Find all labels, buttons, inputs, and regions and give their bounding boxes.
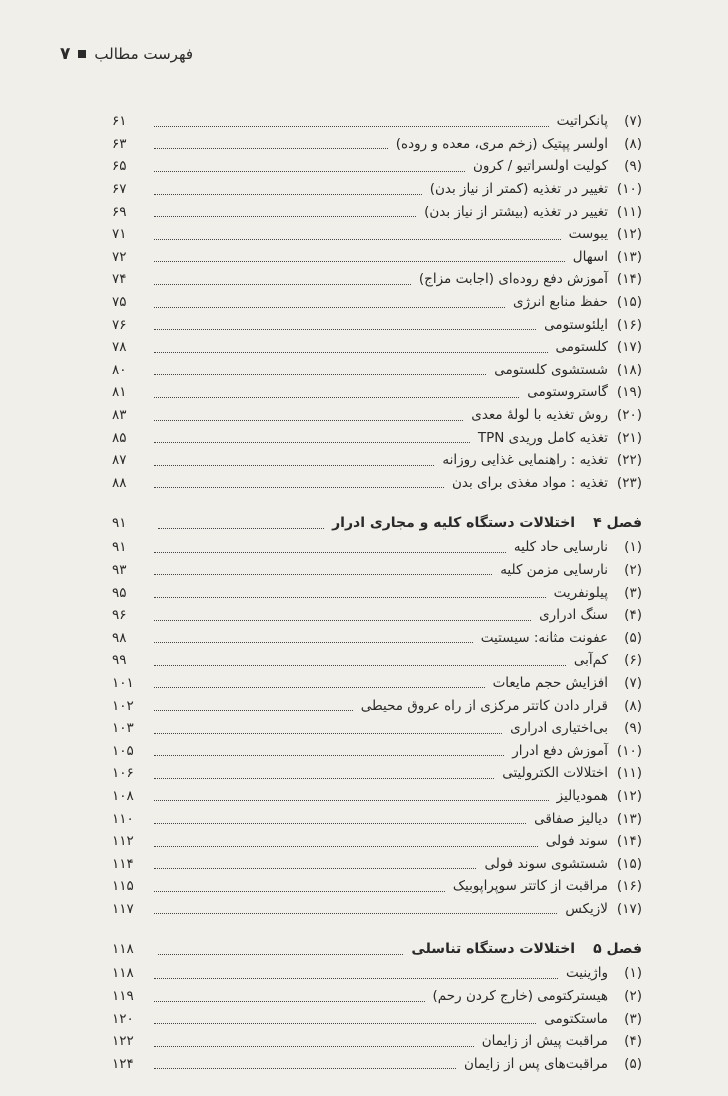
entry-number: (۱۴) [616, 271, 642, 288]
entry-number: (۱۳) [616, 810, 642, 827]
entry-page: ۱۰۸ [112, 787, 134, 804]
chapter-page: ۹۱ [112, 515, 127, 532]
dot-leader [154, 1036, 474, 1047]
entry-title: یبوست [568, 226, 608, 243]
dot-leader [154, 206, 416, 217]
toc-entry[interactable] [112, 268, 642, 291]
toc-entry[interactable] [112, 359, 642, 382]
entry-page: ۷۲ [112, 248, 127, 265]
entry-page: ۱۱۸ [112, 965, 134, 982]
toc-entry[interactable] [112, 830, 642, 853]
entry-number: (۱) [624, 965, 642, 982]
toc-entry[interactable] [112, 246, 642, 269]
dot-leader [154, 723, 502, 734]
section-a-list [112, 110, 642, 494]
entry-number: (۱۶) [616, 316, 642, 333]
entry-page: ۸۳ [112, 407, 127, 424]
entry-title: تغذیه کامل وریدی TPN [477, 429, 608, 446]
entry-title: تغذیه : راهنمایی غذایی روزانه [442, 452, 608, 469]
entry-number: (۵) [624, 1055, 642, 1072]
entry-title: قرار دادن کاتتر مرکزی از راه عروق محیطی [360, 697, 608, 714]
entry-title: آموزش دفع ادرار [512, 742, 608, 759]
dot-leader [154, 229, 561, 240]
toc-entry[interactable] [112, 200, 642, 223]
dot-leader [154, 790, 549, 801]
toc-entry[interactable] [112, 536, 642, 559]
entry-title: سوند فولی [545, 833, 608, 850]
entry-title: کولیت اولسراتیو / کرون [472, 158, 608, 175]
entry-number: (۲) [624, 988, 642, 1005]
dot-leader [154, 564, 492, 575]
dot-leader [154, 161, 465, 172]
entry-title: روش تغذیه با لولهٔ معدی [471, 407, 608, 424]
toc-entry[interactable] [112, 313, 642, 336]
toc-entry[interactable] [112, 426, 642, 449]
dot-leader [154, 768, 494, 779]
entry-title: واژینیت [566, 965, 608, 982]
entry-title: سنگ ادراری [539, 607, 608, 624]
chapter-5-list [112, 962, 642, 1075]
toc-entry[interactable] [112, 875, 642, 898]
chapter-page: ۱۱۸ [112, 941, 134, 958]
dot-leader [154, 881, 445, 892]
entry-page: ۱۰۳ [112, 720, 134, 737]
entry-number: (۱۷) [616, 900, 642, 917]
entry-number: (۱۱) [616, 203, 642, 220]
entry-title: افزایش حجم مایعات [492, 674, 608, 691]
dot-leader [154, 1013, 536, 1024]
toc-entry[interactable] [112, 381, 642, 404]
entry-number: (۱۶) [616, 878, 642, 895]
page-header [60, 44, 198, 64]
dot-leader [154, 677, 485, 688]
entry-number: (۳) [624, 1010, 642, 1027]
entry-page: ۸۷ [112, 452, 127, 469]
toc-entry[interactable] [112, 762, 642, 785]
dot-leader [154, 991, 425, 1002]
entry-number: (۸) [624, 697, 642, 714]
dot-leader [154, 542, 506, 553]
toc-entry[interactable] [112, 133, 642, 156]
dot-leader [154, 836, 538, 847]
dot-leader [154, 477, 444, 488]
entry-number: (۶) [624, 652, 642, 669]
toc-entry[interactable] [112, 852, 642, 875]
entry-title: پیلونفریت [553, 584, 608, 601]
entry-number: (۲) [624, 561, 642, 578]
entry-page: ۹۹ [112, 652, 127, 669]
entry-title: مراقبت‌های پس از زایمان [464, 1055, 608, 1072]
toc-entry[interactable] [112, 898, 642, 921]
entry-number: (۱۱) [616, 765, 642, 782]
entry-page: ۸۱ [112, 384, 127, 401]
dot-leader [154, 319, 536, 330]
entry-title: ایلئوستومی [544, 316, 608, 333]
entry-page: ۷۵ [112, 294, 127, 311]
dot-leader [154, 745, 504, 756]
entry-page: ۱۱۷ [112, 900, 134, 917]
entry-title: شستشوی کلستومی [494, 361, 608, 378]
entry-number: (۲۰) [616, 407, 642, 424]
toc-entry[interactable] [112, 449, 642, 472]
dot-leader [154, 813, 526, 824]
toc-entry[interactable] [112, 581, 642, 604]
chapter-4-heading[interactable] [112, 510, 642, 536]
table-of-contents [112, 110, 642, 1075]
entry-page: ۹۸ [112, 629, 127, 646]
toc-entry[interactable] [112, 985, 642, 1008]
entry-number: (۱۰) [616, 742, 642, 759]
entry-page: ۱۱۹ [112, 988, 134, 1005]
dot-leader [154, 116, 549, 127]
entry-number: (۳) [624, 584, 642, 601]
entry-title: لازیکس [565, 900, 608, 917]
entry-page: ۶۹ [112, 203, 127, 220]
dot-leader [154, 1058, 456, 1069]
toc-entry[interactable] [112, 807, 642, 830]
toc-entry[interactable] [112, 1030, 642, 1053]
entry-title: تغذیه : مواد مغذی برای بدن [451, 474, 608, 491]
entry-page: ۱۰۶ [112, 765, 134, 782]
entry-page: ۷۴ [112, 271, 127, 288]
entry-page: ۱۱۰ [112, 810, 134, 827]
entry-number: (۱۰) [616, 181, 642, 198]
dot-leader [154, 432, 470, 443]
toc-entry[interactable] [112, 672, 642, 695]
dot-leader [154, 610, 531, 621]
entry-page: ۱۱۴ [112, 855, 134, 872]
entry-number: (۴) [624, 607, 642, 624]
toc-entry[interactable] [112, 785, 642, 808]
toc-entry[interactable] [112, 649, 642, 672]
entry-page: ۶۷ [112, 181, 127, 198]
entry-number: (۸) [624, 135, 642, 152]
entry-title: مراقبت از کاتتر سوپراپوبیک [452, 878, 608, 895]
dot-leader [154, 297, 505, 308]
toc-entry[interactable] [112, 223, 642, 246]
toc-entry[interactable] [112, 559, 642, 582]
entry-title: اختلالات الکترولیتی [502, 765, 608, 782]
entry-page: ۷۸ [112, 339, 127, 356]
dot-leader [154, 410, 463, 421]
entry-page: ۱۰۱ [112, 674, 134, 691]
toc-entry[interactable] [112, 178, 642, 201]
entry-number: (۱۴) [616, 833, 642, 850]
entry-title: آموزش دفع روده‌ای (اجابت مزاج) [418, 271, 608, 288]
entry-page: ۱۰۲ [112, 697, 134, 714]
entry-page: ۱۱۵ [112, 878, 134, 895]
entry-page: ۶۱ [112, 113, 127, 130]
toc-entry[interactable] [112, 155, 642, 178]
entry-number: (۱۵) [616, 855, 642, 872]
entry-number: (۱۷) [616, 339, 642, 356]
entry-title: ماستکتومی [544, 1010, 608, 1027]
entry-page: ۱۱۲ [112, 833, 134, 850]
entry-number: (۲۲) [616, 452, 642, 469]
entry-title: کلستومی [555, 339, 608, 356]
entry-number: (۹) [624, 720, 642, 737]
entry-number: (۱) [624, 539, 642, 556]
toc-entry[interactable] [112, 604, 642, 627]
chapter-title: اختلالات دستگاه کلیه و مجاری ادرار [332, 515, 576, 532]
chapter-label: فصل ۴ [593, 515, 642, 532]
entry-title: همودیالیز [556, 787, 608, 804]
square-bullet-icon [78, 50, 86, 58]
dot-leader [158, 518, 324, 529]
dot-leader [154, 700, 353, 711]
chapter-5-heading[interactable] [112, 936, 642, 962]
entry-number: (۲۱) [616, 429, 642, 446]
entry-title: اولسر پپتیک (زخم مری، معده و روده) [395, 135, 608, 152]
entry-title: حفظ منابع انرژی [513, 294, 608, 311]
entry-number: (۱۲) [616, 226, 642, 243]
entry-number: (۷) [624, 113, 642, 130]
toc-entry[interactable] [112, 336, 642, 359]
entry-title: تغییر در تغذیه (کمتر از نیاز بدن) [429, 181, 608, 198]
toc-entry[interactable] [112, 717, 642, 740]
entry-title: تغییر در تغذیه (بیشتر از نیاز بدن) [424, 203, 608, 220]
entry-title: هیسترکتومی (خارج کردن رحم) [432, 988, 608, 1005]
entry-title: دیالیز صفاقی [534, 810, 608, 827]
entry-page: ۶۵ [112, 158, 127, 175]
entry-number: (۱۳) [616, 248, 642, 265]
header-title: فهرست مطالب [94, 45, 194, 63]
dot-leader [154, 274, 411, 285]
toc-entry[interactable] [112, 694, 642, 717]
toc-entry[interactable] [112, 962, 642, 985]
entry-page: ۷۶ [112, 316, 127, 333]
chapter-4-list [112, 536, 642, 920]
dot-leader [154, 858, 476, 869]
toc-entry[interactable] [112, 291, 642, 314]
chapter-label: فصل ۵ [593, 941, 642, 958]
entry-title: شستشوی سوند فولی [484, 855, 608, 872]
entry-title: نارسایی مزمن کلیه [500, 561, 608, 578]
entry-number: (۹) [624, 158, 642, 175]
entry-title: اسهال [572, 248, 608, 265]
entry-page: ۹۳ [112, 561, 127, 578]
entry-page: ۷۱ [112, 226, 127, 243]
toc-entry[interactable] [112, 626, 642, 649]
entry-title: مراقبت پیش از زایمان [481, 1033, 608, 1050]
entry-page: ۹۱ [112, 539, 127, 556]
dot-leader [154, 387, 519, 398]
entry-number: (۷) [624, 674, 642, 691]
dot-leader [154, 655, 566, 666]
dot-leader [154, 364, 486, 375]
entry-number: (۴) [624, 1033, 642, 1050]
entry-number: (۱۸) [616, 361, 642, 378]
toc-entry[interactable] [112, 472, 642, 495]
entry-number: (۵) [624, 629, 642, 646]
entry-number: (۲۳) [616, 474, 642, 491]
entry-page: ۹۵ [112, 584, 127, 601]
entry-page: ۹۶ [112, 607, 127, 624]
entry-page: ۱۲۲ [112, 1033, 134, 1050]
toc-entry[interactable] [112, 739, 642, 762]
entry-title: گاستروستومی [527, 384, 608, 401]
dot-leader [154, 138, 388, 149]
entry-number: (۱۵) [616, 294, 642, 311]
toc-entry[interactable] [112, 404, 642, 427]
dot-leader [154, 184, 422, 195]
entry-title: بی‌اختیاری ادراری [510, 720, 608, 737]
entry-page: ۸۸ [112, 474, 127, 491]
toc-entry[interactable] [112, 1053, 642, 1076]
dot-leader [154, 251, 565, 262]
entry-title: پانکراتیت [556, 113, 608, 130]
chapter-title: اختلالات دستگاه تناسلی [411, 941, 576, 958]
dot-leader [154, 587, 546, 598]
entry-page: ۱۲۴ [112, 1055, 134, 1072]
dot-leader [154, 903, 557, 914]
entry-title: عفونت مثانه: سیستیت [480, 629, 608, 646]
entry-page: ۸۵ [112, 429, 127, 446]
entry-title: کم‌آبی [573, 652, 608, 669]
entry-number: (۱۲) [616, 787, 642, 804]
entry-page: ۸۰ [112, 361, 127, 378]
page-number: ۷ [60, 44, 71, 64]
dot-leader [154, 342, 548, 353]
dot-leader [154, 632, 473, 643]
dot-leader [158, 944, 403, 955]
entry-page: ۱۲۰ [112, 1010, 134, 1027]
dot-leader [154, 968, 558, 979]
toc-entry[interactable] [112, 110, 642, 133]
entry-number: (۱۹) [616, 384, 642, 401]
dot-leader [154, 455, 434, 466]
entry-page: ۶۳ [112, 135, 127, 152]
entry-title: نارسایی حاد کلیه [513, 539, 608, 556]
toc-entry[interactable] [112, 1007, 642, 1030]
entry-page: ۱۰۵ [112, 742, 134, 759]
